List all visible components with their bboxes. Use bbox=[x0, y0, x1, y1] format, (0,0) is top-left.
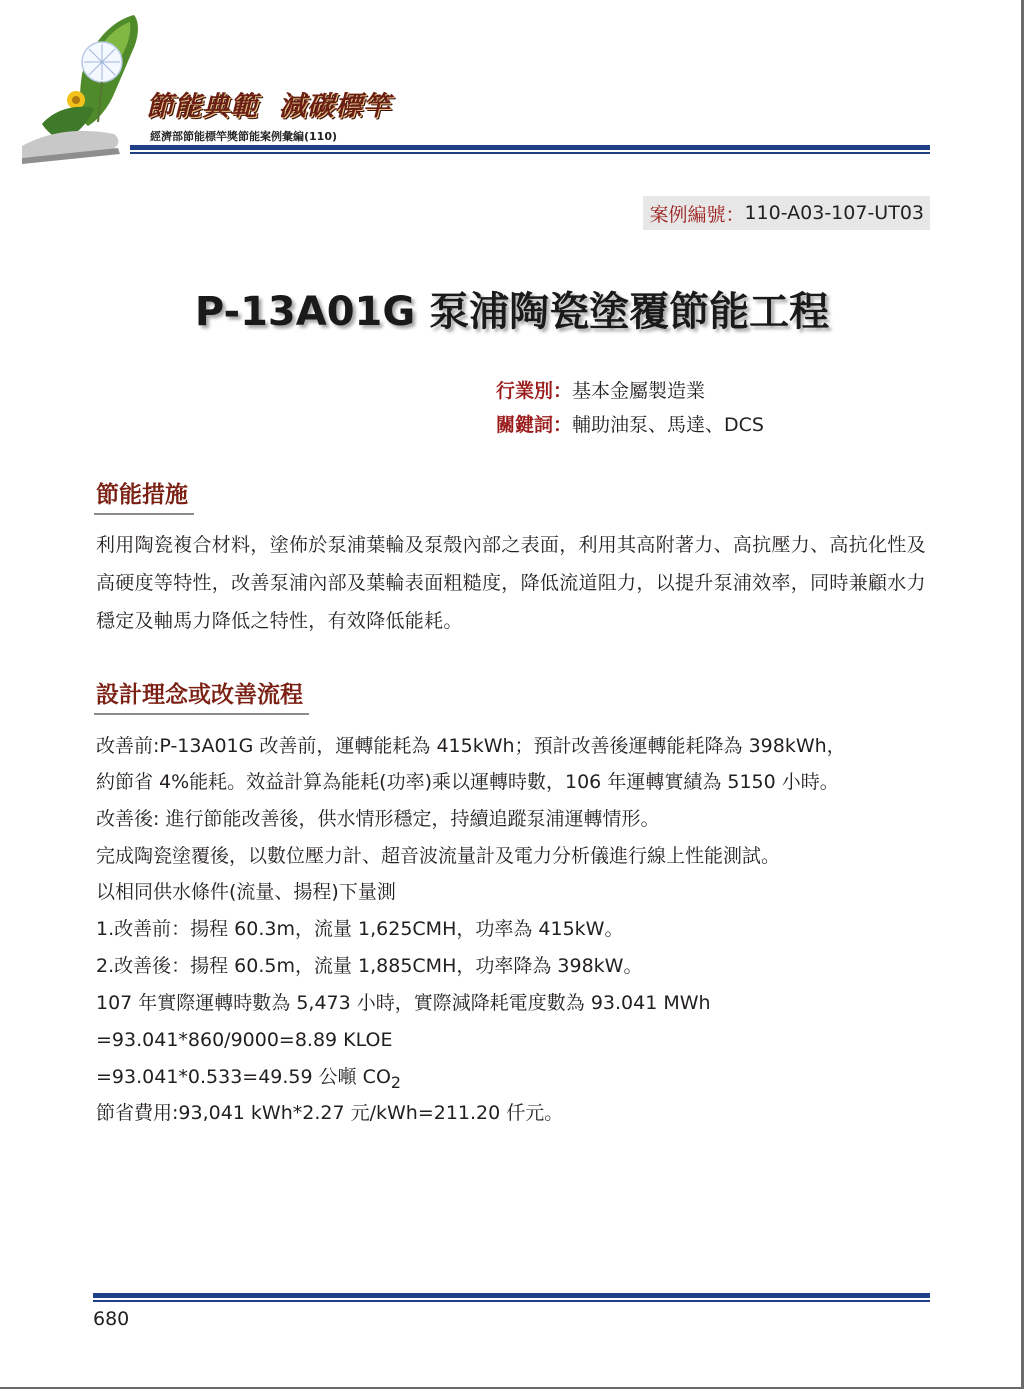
section-heading-measures: 節能措施 bbox=[96, 476, 188, 509]
industry-label: 行業別： bbox=[496, 380, 573, 402]
co2-formula-text: =93.041*0.533=49.59 公噸 CO bbox=[96, 1066, 391, 1088]
design-line: 節省費用:93,041 kWh*2.27 元/kWh=211.20 仟元。 bbox=[96, 1102, 564, 1124]
keywords-label: 關鍵詞： bbox=[496, 414, 573, 436]
design-line: 約節省 4%能耗。效益計算為能耗(功率)乘以運轉時數，106 年運轉實績為 5150 小時。 bbox=[96, 771, 839, 793]
brand-subtitle: 經濟部節能標竿獎節能案例彙編(110) bbox=[150, 130, 338, 143]
case-number-value: 110-A03-107-UT03 bbox=[744, 202, 924, 224]
section-heading-design: 設計理念或改善流程 bbox=[96, 676, 303, 709]
header-divider-thin bbox=[130, 152, 930, 154]
keywords-row bbox=[496, 410, 764, 437]
footer-divider bbox=[93, 1293, 930, 1298]
case-number-box bbox=[643, 196, 930, 230]
industry-value: 基本金屬製造業 bbox=[572, 380, 706, 402]
design-line: =93.041*860/9000=8.89 KLOE bbox=[96, 1029, 393, 1051]
design-line: 完成陶瓷塗覆後，以數位壓力計、超音波流量計及電力分析儀進行線上性能測試。 bbox=[96, 845, 781, 867]
co2-subscript: 2 bbox=[390, 1072, 401, 1092]
design-line: 107 年實際運轉時數為 5,473 小時，實際減降耗電度數為 93.041 MWh bbox=[96, 992, 711, 1014]
design-line: 以相同供水條件(流量、揚程)下量測 bbox=[96, 881, 396, 903]
design-line: 改善前:P-13A01G 改善前，運轉能耗為 415kWh；預計改善後運轉能耗降為 398kWh， bbox=[96, 735, 846, 757]
keywords-value: 輔助油泵、馬達、DCS bbox=[572, 414, 764, 436]
page-number: 680 bbox=[93, 1308, 130, 1330]
page-title: P-13A01G 泵浦陶瓷塗覆節能工程 bbox=[194, 289, 830, 335]
design-line: 改善後: 進行節能改善後，供水情形穩定，持續追蹤泵浦運轉情形。 bbox=[96, 808, 660, 830]
case-number-label: 案例編號： bbox=[649, 203, 745, 226]
brand-title: 節能典範 減碳標竿 bbox=[146, 91, 391, 122]
design-line: 2.改善後：揚程 60.5m，流量 1,885CMH，功率降為 398kW。 bbox=[96, 955, 643, 977]
industry-row bbox=[496, 376, 705, 403]
footer-divider-thin bbox=[93, 1300, 930, 1302]
design-line-co2 bbox=[96, 1063, 401, 1097]
design-line: 1.改善前：揚程 60.3m，流量 1,625CMH，功率為 415kW。 bbox=[96, 918, 624, 940]
header-divider bbox=[130, 145, 930, 150]
measures-paragraph: 利用陶瓷複合材料，塗佈於泵浦葉輪及泵殼內部之表面，利用其高附著力、高抗壓力、高抗化性及高硬度等特性，改善泵浦內部及葉輪表面粗糙度，降低流道阻力，以提升泵浦效率，同時兼顧水力穩定及軸馬力降低之特性，有效降低能耗。 bbox=[96, 534, 926, 632]
